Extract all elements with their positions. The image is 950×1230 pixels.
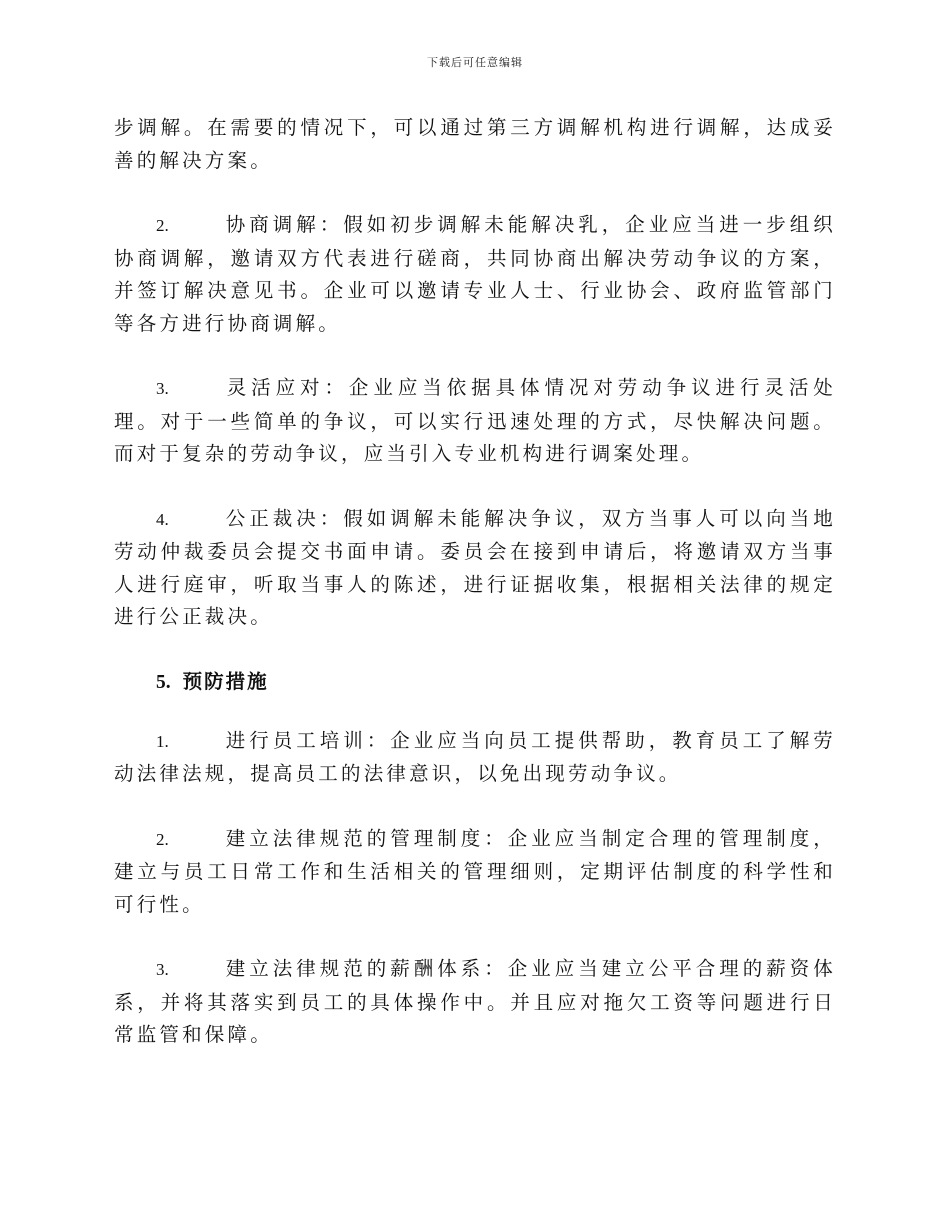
section-title: 预防措施 xyxy=(182,669,269,693)
list-item xyxy=(114,823,836,922)
document-body xyxy=(114,112,836,1084)
list-number: 4. xyxy=(156,509,169,529)
list-number: 3. xyxy=(156,379,169,398)
section-number: 5. xyxy=(156,671,171,693)
list-number: 2. xyxy=(156,829,169,849)
list-number: 2. xyxy=(156,216,169,235)
list-item xyxy=(114,209,836,340)
list-item xyxy=(114,953,836,1052)
paragraph-text: 步调解。在需要的情况下，可以通过第三方调解机构进行调解，达成妥善的解决方案。 xyxy=(114,116,836,172)
paragraph-text: 灵活应对：企业应当依据具体情况对劳动争议进行灵活处理。对于一些简单的争议，可以实行迅速处理的方式，尽快解决问题。而对于复杂的劳动争议，应当引入专业机构进行调案处理。 xyxy=(114,376,836,465)
list-item xyxy=(114,372,836,471)
list-item xyxy=(114,725,836,791)
list-item xyxy=(114,503,836,634)
paragraph-text: 建立法律规范的薪酬体系：企业应当建立公平合理的薪资体系，并将其落实到员工的具体操作中。并且应对拖欠工资等问题进行日常监管和保障。 xyxy=(114,957,836,1046)
paragraph-text: 公正裁决：假如调解未能解决争议，双方当事人可以向当地劳动仲裁委员会提交书面申请。委员会在接到申请后，将邀请双方当事人进行庭审，听取当事人的陈述，进行证据收集，根据相关法律的规定进行公正裁决。 xyxy=(114,506,836,628)
page-header: 下载后可任意编辑 xyxy=(427,56,523,69)
list-number: 3. xyxy=(156,960,169,979)
paragraph-continuation xyxy=(114,112,836,177)
paragraph-text: 进行员工培训：企业应当向员工提供帮助，教育员工了解劳动法律法规，提高员工的法律意识，以免出现劳动争议。 xyxy=(114,728,836,785)
list-number: 1. xyxy=(156,731,169,751)
section-heading xyxy=(114,666,836,699)
paragraph-text: 建立法律规范的管理制度：企业应当制定合理的管理制度，建立与员工日常工作和生活相关的管理细则，定期评估制度的科学性和可行性。 xyxy=(114,826,836,916)
paragraph-text: 协商调解：假如初步调解未能解决乳，企业应当进一步组织协商调解，邀请双方代表进行磋商，共同协商出解决劳动争议的方案，并签订解决意见书。企业可以邀请专业人士、行业协会、政府监管部门等各方进行协商调解。 xyxy=(114,213,836,335)
